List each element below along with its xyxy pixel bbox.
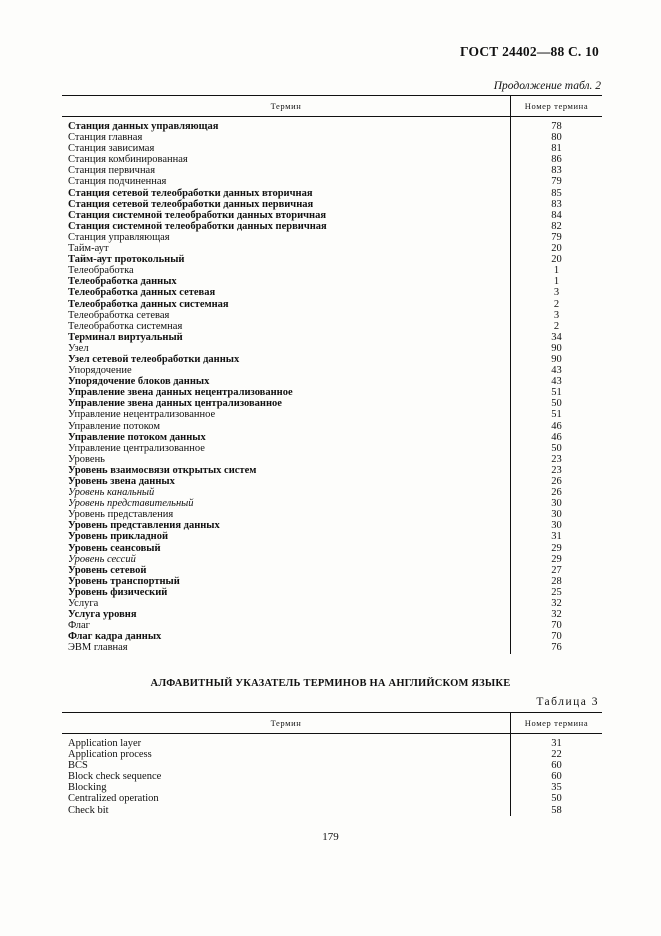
terms-table-russian <box>62 95 602 654</box>
term-number-cell: 81 <box>511 143 603 154</box>
term-cell: Узел сетевой телеобработки данных <box>68 353 240 365</box>
term-number-cell: 25 <box>511 587 603 598</box>
term-number-cell: 79 <box>511 232 603 243</box>
term-cell: ЭВМ главная <box>68 642 128 654</box>
term-cell: Тайм-аут <box>68 243 109 255</box>
table-row <box>62 210 602 221</box>
term-number-cell: 70 <box>511 631 603 642</box>
table-row <box>62 265 602 276</box>
term-number-cell: 32 <box>511 609 603 620</box>
term-cell: Уровень взаимосвязи открытых систем <box>68 464 257 476</box>
term-cell: Услуга <box>68 598 99 610</box>
table-row <box>62 771 602 782</box>
term-cell: Уровень прикладной <box>68 531 169 543</box>
term-number-cell: 34 <box>511 332 603 343</box>
term-number-cell: 28 <box>511 576 603 587</box>
term-cell: Уровень представления данных <box>68 520 220 532</box>
table-header-row <box>62 713 602 734</box>
table-row <box>62 760 602 771</box>
term-number-cell: 30 <box>511 498 603 509</box>
term-cell: Уровень транспортный <box>68 575 180 587</box>
term-number-cell: 90 <box>511 354 603 365</box>
table-row <box>62 543 602 554</box>
table-row <box>62 365 602 376</box>
term-cell: Centralized operation <box>68 793 159 805</box>
table-row <box>62 176 602 187</box>
term-number-cell: 30 <box>511 509 603 520</box>
term-cell: Телеобработка сетевая <box>68 309 170 321</box>
page-number: 179 <box>322 831 339 843</box>
table-row <box>62 598 602 609</box>
term-number-cell: 30 <box>511 520 603 531</box>
term-cell: Узел <box>68 342 89 354</box>
term-cell: Управление звена данных централизованное <box>68 398 282 410</box>
term-cell: Check bit <box>68 804 109 816</box>
term-number-cell: 51 <box>511 409 603 420</box>
table-row <box>62 476 602 487</box>
term-cell: Флаг <box>68 620 90 632</box>
term-number-cell: 20 <box>511 254 603 265</box>
table-row <box>62 232 602 243</box>
table-row <box>62 354 602 365</box>
term-number-cell: 23 <box>511 465 603 476</box>
term-cell: Упорядочение блоков данных <box>68 376 210 388</box>
term-cell: Услуга уровня <box>68 609 137 621</box>
term-number-cell: 20 <box>511 243 603 254</box>
term-cell: Уровень канальный <box>68 487 155 499</box>
term-number-cell: 70 <box>511 620 603 631</box>
term-number-cell: 50 <box>511 793 603 804</box>
term-cell: Управление нецентрализованное <box>68 409 216 421</box>
term-number-cell: 2 <box>511 321 603 332</box>
terms-table-body <box>62 734 602 816</box>
table-row <box>62 749 602 760</box>
table-row <box>62 254 602 265</box>
term-cell: Уровень <box>68 453 105 465</box>
term-cell: Управление звена данных нецентрализованное <box>68 387 293 399</box>
term-number-cell: 3 <box>511 287 603 298</box>
number-column-header: Номер термина <box>511 713 603 734</box>
table-row <box>62 454 602 465</box>
term-number-cell: 22 <box>511 749 603 760</box>
term-cell: Флаг кадра данных <box>68 631 162 643</box>
term-number-cell: 46 <box>511 421 603 432</box>
table-row <box>62 443 602 454</box>
term-cell: Уровень представительный <box>68 498 194 510</box>
table-row <box>62 432 602 443</box>
table-row <box>62 243 602 254</box>
table-row <box>62 465 602 476</box>
term-cell: Станция системной телеобработки данных вторичная <box>68 209 327 221</box>
term-number-cell: 31 <box>511 734 603 750</box>
term-number-cell: 50 <box>511 398 603 409</box>
term-cell: Уровень сессий <box>68 553 136 565</box>
table-row <box>62 509 602 520</box>
term-cell: Управление потоком данных <box>68 431 206 443</box>
term-number-cell: 51 <box>511 387 603 398</box>
table-row <box>62 321 602 332</box>
table-row <box>62 554 602 565</box>
term-number-cell: 50 <box>511 443 603 454</box>
term-number-cell: 46 <box>511 432 603 443</box>
term-number-cell: 43 <box>511 376 603 387</box>
term-number-cell: 3 <box>511 310 603 321</box>
term-cell: Телеобработка системная <box>68 320 183 332</box>
term-number-cell: 58 <box>511 805 603 816</box>
term-number-cell: 27 <box>511 565 603 576</box>
table-row <box>62 487 602 498</box>
term-number-cell: 29 <box>511 554 603 565</box>
table-row <box>62 376 602 387</box>
term-cell: Block check sequence <box>68 771 162 783</box>
term-cell: Тайм-аут протокольный <box>68 254 185 266</box>
term-number-cell: 83 <box>511 199 603 210</box>
table-row <box>62 332 602 343</box>
table-row <box>62 531 602 542</box>
term-cell: Станция первичная <box>68 165 156 177</box>
table-row <box>62 409 602 420</box>
term-cell: Станция комбинированная <box>68 154 188 166</box>
term-number-cell: 86 <box>511 154 603 165</box>
term-number-cell: 26 <box>511 487 603 498</box>
table-row <box>62 188 602 199</box>
term-number-cell: 60 <box>511 771 603 782</box>
table-row <box>62 642 602 653</box>
term-number-cell: 1 <box>511 276 603 287</box>
table-row <box>62 587 602 598</box>
table-label: Таблица 3 <box>536 696 599 708</box>
continuation-label: Продолжение табл. 2 <box>493 80 601 92</box>
term-cell: Терминал виртуальный <box>68 331 183 343</box>
term-cell: Уровень представления <box>68 509 174 521</box>
term-number-cell: 80 <box>511 132 603 143</box>
term-number-cell: 83 <box>511 165 603 176</box>
table-row <box>62 132 602 143</box>
term-cell: Уровень сетевой <box>68 564 147 576</box>
term-number-cell: 60 <box>511 760 603 771</box>
term-number-cell: 79 <box>511 176 603 187</box>
term-cell: Станция системной телеобработки данных первичная <box>68 220 327 232</box>
term-number-cell: 76 <box>511 642 603 653</box>
table-row <box>62 421 602 432</box>
term-cell: Станция управляющая <box>68 231 170 243</box>
term-number-cell: 35 <box>511 782 603 793</box>
table-row <box>62 276 602 287</box>
table-row <box>62 620 602 631</box>
term-number-cell: 85 <box>511 188 603 199</box>
term-cell: Application layer <box>68 738 142 749</box>
table-header-row <box>62 96 602 117</box>
term-cell: BCS <box>68 760 88 772</box>
table-row <box>62 498 602 509</box>
term-cell: Станция подчиненная <box>68 176 167 188</box>
table-row <box>62 520 602 531</box>
table-row <box>62 199 602 210</box>
table-row <box>62 221 602 232</box>
term-cell: Станция сетевой телеобработки данных вторичная <box>68 187 313 199</box>
table-row <box>62 631 602 642</box>
table-row <box>62 793 602 804</box>
section-title: АЛФАВИТНЫЙ УКАЗАТЕЛЬ ТЕРМИНОВ НА АНГЛИЙСКОМ ЯЗЫКЕ <box>150 678 511 689</box>
table-row <box>62 117 602 133</box>
table-row <box>62 805 602 816</box>
term-cell: Application process <box>68 749 152 761</box>
term-number-cell: 29 <box>511 543 603 554</box>
term-cell: Уровень звена данных <box>68 476 175 487</box>
term-cell: Телеобработка данных системная <box>68 298 229 310</box>
table-row <box>62 343 602 354</box>
table-row <box>62 782 602 793</box>
term-number-cell: 2 <box>511 299 603 310</box>
table-row <box>62 387 602 398</box>
table-row <box>62 299 602 310</box>
term-number-cell: 82 <box>511 221 603 232</box>
table-row <box>62 565 602 576</box>
term-column-header: Термин <box>62 96 511 117</box>
term-cell: Упорядочение <box>68 365 132 377</box>
term-number-cell: 26 <box>511 476 603 487</box>
term-cell: Станция сетевой телеобработки данных первичная <box>68 198 314 210</box>
term-number-cell: 23 <box>511 454 603 465</box>
term-number-cell: 32 <box>511 598 603 609</box>
term-cell: Телеобработка данных сетевая <box>68 287 216 299</box>
table-row <box>62 165 602 176</box>
term-number-cell: 78 <box>511 117 603 133</box>
term-cell: Уровень физический <box>68 586 168 598</box>
term-number-cell: 43 <box>511 365 603 376</box>
term-number-cell: 84 <box>511 210 603 221</box>
term-cell: Телеобработка <box>68 265 134 277</box>
term-cell: Управление потоком <box>68 420 160 432</box>
terms-table-body <box>62 117 602 654</box>
term-cell: Станция зависимая <box>68 143 155 155</box>
table-row <box>62 310 602 321</box>
term-cell: Уровень сеансовый <box>68 542 161 554</box>
term-cell: Управление централизованное <box>68 442 205 454</box>
table-row <box>62 576 602 587</box>
term-cell: Станция данных управляющая <box>68 121 219 132</box>
table-row <box>62 609 602 620</box>
term-cell: Blocking <box>68 782 107 794</box>
term-cell: Станция главная <box>68 132 143 144</box>
table-row <box>62 734 602 750</box>
page-header: ГОСТ 24402—88 С. 10 <box>460 44 599 59</box>
table-row <box>62 143 602 154</box>
table-row <box>62 287 602 298</box>
table-row <box>62 154 602 165</box>
term-column-header: Термин <box>62 713 511 734</box>
term-number-cell: 31 <box>511 531 603 542</box>
number-column-header: Номер термина <box>511 96 603 117</box>
terms-table-english <box>62 712 602 816</box>
term-number-cell: 90 <box>511 343 603 354</box>
term-number-cell: 1 <box>511 265 603 276</box>
table-row <box>62 398 602 409</box>
term-cell: Телеобработка данных <box>68 276 177 288</box>
